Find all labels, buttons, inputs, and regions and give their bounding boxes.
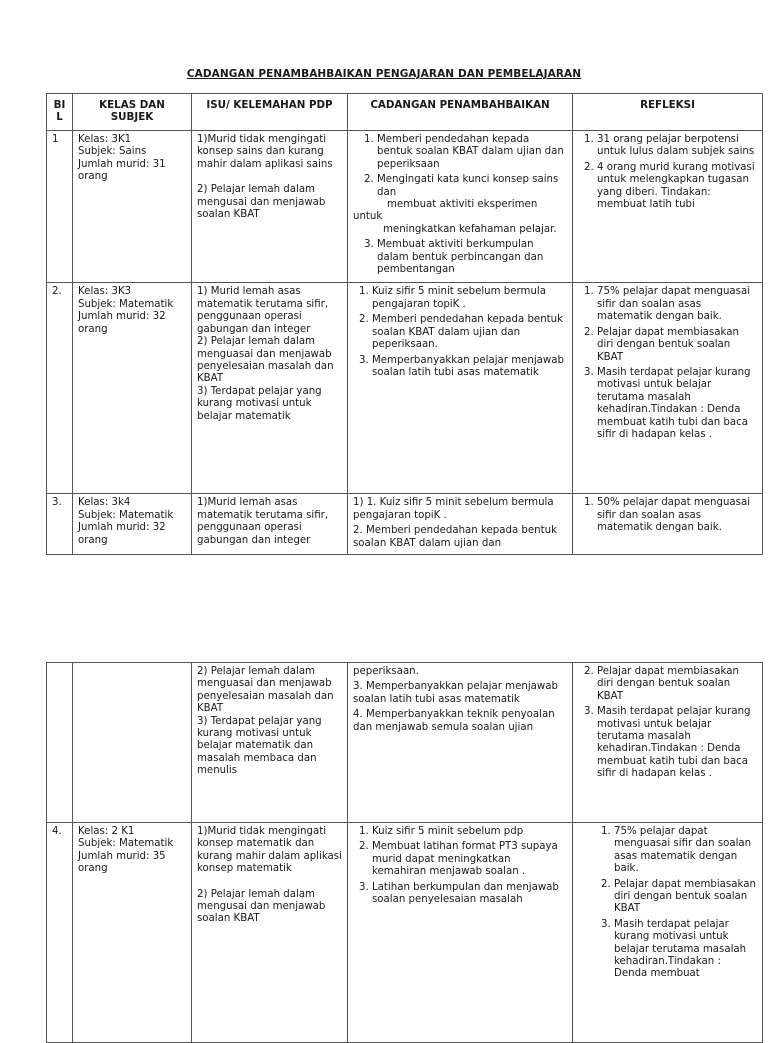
row-refleksi [573, 823, 763, 1043]
row-bil [47, 663, 73, 823]
kelas-text: Kelas: 3k4 [78, 497, 131, 509]
cadangan-list [353, 174, 567, 199]
isu-item: 1)Murid lemah asas matematik terutama sifir, penggunaan operasi gabungan dan integer [197, 497, 329, 546]
row-isu [192, 131, 348, 283]
subjek-text: Subjek: Matematik [78, 509, 174, 521]
refleksi-list [578, 134, 757, 211]
row-cadangan [348, 283, 573, 494]
murid-text: Jumlah murid: 32 orang [78, 311, 166, 335]
murid-text: Jumlah murid: 32 orang [78, 522, 166, 546]
refleksi-item: 1. 75% pelajar dapat menguasai sifir dan soalan asas matematik dengan baik. [614, 826, 757, 876]
cadangan-item: 2. Memberi pendedahan kepada bentuk soalan KBAT dalam ujian dan [353, 525, 557, 549]
row-cadangan [348, 663, 573, 823]
isu-item: 2) Pelajar lemah dalam mengusai dan menjawab soalan KBAT [197, 888, 326, 925]
refleksi-list [578, 826, 757, 981]
refleksi-item: 2. 4 orang murid kurang motivasi untuk melengkapkan tugasan yang diberi. Tindakan: membuat latih tubi [597, 162, 757, 212]
subjek-text: Subjek: Matematik [78, 838, 174, 850]
cadangan-list [353, 826, 567, 906]
isu-item: 2) Pelajar lemah dalam mengusai dan menjawab soalan KBAT [197, 184, 326, 221]
subjek-text: Subjek: Sains [78, 146, 147, 158]
isu-item: 3) Terdapat pelajar yang kurang motivasi untuk belajar matematik dan masalah membaca dan menulis [197, 715, 322, 777]
table-row [47, 131, 763, 283]
refleksi-item: 2. Pelajar dapat membiasakan diri dengan bentuk soalan KBAT [597, 666, 757, 703]
row-kelas-subjek [73, 131, 192, 283]
row-isu [192, 494, 348, 555]
refleksi-list [578, 286, 757, 441]
isu-item: 3) Terdapat pelajar yang kurang motivasi untuk belajar matematik [197, 385, 322, 422]
isu-item: 1)Murid tidak mengingati konsep sains dan kurang mahir dalam aplikasi sains [197, 134, 333, 170]
improvement-table-page-1 [46, 93, 763, 555]
row-refleksi [573, 283, 763, 494]
header-isu: ISU/ KELEMAHAN PDP [192, 94, 348, 131]
isu-item: 2) Pelajar lemah dalam menguasai dan menjawab penyelesaian masalah dan KBAT [197, 666, 334, 715]
header-cadangan: CADANGAN PENAMBAHBAIKAN [348, 94, 573, 131]
kelas-text: Kelas: 2 K1 [78, 826, 135, 837]
cadangan-item: 1. Memberi pendedahan kepada bentuk soalan KBAT dalam ujian dan peperiksaan [377, 134, 567, 171]
cadangan-continuation: meningkatkan kefahaman pelajar. [383, 223, 557, 235]
refleksi-item: 2. Pelajar dapat membiasakan diri dengan bentuk soalan KBAT [597, 327, 757, 364]
refleksi-item: 3. Masih terdapat pelajar kurang motivasi untuk belajar terutama masalah kehadiran.Tindakan : Denda membuat katih tubi dan baca sifir di hadapan kelas . [597, 367, 757, 441]
cadangan-item: 3. Latihan berkumpulan dan menjawab soalan penyelesaian masalah [372, 882, 567, 907]
refleksi-item: 3. Masih terdapat pelajar kurang motivasi untuk belajar terutama masalah kehadiran.Tindakan : Denda membuat [614, 919, 757, 981]
subjek-text: Subjek: Matematik [78, 298, 174, 310]
cadangan-item: 2. Mengingati kata kunci konsep sains dan [377, 174, 567, 199]
refleksi-item: 3. Masih terdapat pelajar kurang motivasi untuk belajar terutama masalah kehadiran.Tindakan : Denda membuat katih tubi dan baca sifir di hadapan kelas . [597, 706, 757, 780]
cadangan-item: 3. Membuat aktiviti berkumpulan dalam bentuk perbincangan dan pembentangan [377, 239, 567, 276]
refleksi-item: 1. 31 orang pelajar berpotensi untuk lulus dalam subjek sains [597, 134, 757, 159]
row-isu [192, 663, 348, 823]
row-bil: 3. [47, 494, 73, 555]
kelas-text: Kelas: 3K3 [78, 286, 132, 298]
row-isu [192, 823, 348, 1043]
row-bil: 4. [47, 823, 73, 1043]
table-row [47, 283, 763, 494]
cadangan-continuation: untuk [353, 211, 383, 223]
row-refleksi [573, 663, 763, 823]
cadangan-item: 1. Kuiz sifir 5 minit sebelum pdp [372, 826, 567, 838]
page-break [0, 560, 768, 646]
cadangan-item: 2. Memberi pendedahan kepada bentuk soalan KBAT dalam ujian dan peperiksaan. [372, 314, 567, 351]
row-kelas-subjek [73, 283, 192, 494]
table-row-continued [47, 663, 763, 823]
cadangan-item: 3. Memperbanyakkan pelajar menjawab soalan latih tubi asas matematik [372, 355, 567, 380]
refleksi-item: 2. Pelajar dapat membiasakan diri dengan bentuk soalan KBAT [614, 879, 757, 916]
isu-item: 2) Pelajar lemah dalam menguasai dan menjawab penyelesaian masalah dan KBAT [197, 336, 334, 385]
isu-item: 1) Murid lemah asas matematik terutama sifir, penggunaan operasi gabungan dan integer [197, 286, 329, 335]
table-row [47, 823, 763, 1043]
row-isu [192, 283, 348, 494]
cadangan-item: peperiksaan. [353, 666, 419, 677]
cadangan-item: 4. Memperbanyakkan teknik penyoalan dan menjawab semula soalan ujian [353, 709, 555, 733]
cadangan-item: 3. Memperbanyakkan pelajar menjawab soalan latih tubi asas matematik [353, 681, 558, 705]
refleksi-item: 1. 50% pelajar dapat menguasai sifir dan soalan asas matematik dengan baik. [597, 497, 757, 534]
header-kelas-subjek: KELAS DAN SUBJEK [73, 94, 192, 131]
row-kelas-subjek [73, 663, 192, 823]
table-header-row [47, 94, 763, 131]
kelas-text: Kelas: 3K1 [78, 134, 132, 145]
header-refleksi: REFLEKSI [573, 94, 763, 131]
document-title: CADANGAN PENAMBAHBAIKAN PENGAJARAN DAN PEMBELAJARAN [186, 68, 582, 80]
row-bil: 1 [47, 131, 73, 283]
cadangan-list [353, 134, 567, 171]
cadangan-item: 1. Kuiz sifir 5 minit sebelum bermula pengajaran topiK . [372, 286, 567, 311]
cadangan-item: 1) 1. Kuiz sifir 5 minit sebelum bermula pengajaran topiK . [353, 497, 554, 521]
cadangan-list [353, 286, 567, 379]
refleksi-item: 1. 75% pelajar dapat menguasai sifir dan soalan asas matematik dengan baik. [597, 286, 757, 323]
refleksi-list [578, 497, 757, 534]
row-refleksi [573, 494, 763, 555]
row-cadangan [348, 823, 573, 1043]
cadangan-item: 2. Membuat latihan format PT3 supaya murid dapat meningkatkan kemahiran menjawab soalan . [372, 841, 567, 878]
isu-item: 1)Murid tidak mengingati konsep matematik dan kurang mahir dalam aplikasi konsep matematik [197, 826, 342, 875]
refleksi-list [578, 666, 757, 781]
murid-text: Jumlah murid: 35 orang [78, 850, 166, 875]
improvement-table-page-2 [46, 662, 763, 1043]
murid-text: Jumlah murid: 31 orang [78, 158, 166, 183]
row-cadangan [348, 494, 573, 555]
row-kelas-subjek [73, 823, 192, 1043]
row-cadangan [348, 131, 573, 283]
table-row [47, 494, 763, 555]
row-bil: 2. [47, 283, 73, 494]
cadangan-continuation: membuat aktiviti eksperimen [387, 199, 538, 211]
row-kelas-subjek [73, 494, 192, 555]
header-bil: BI L [47, 94, 73, 131]
row-refleksi [573, 131, 763, 283]
cadangan-list [353, 239, 567, 276]
